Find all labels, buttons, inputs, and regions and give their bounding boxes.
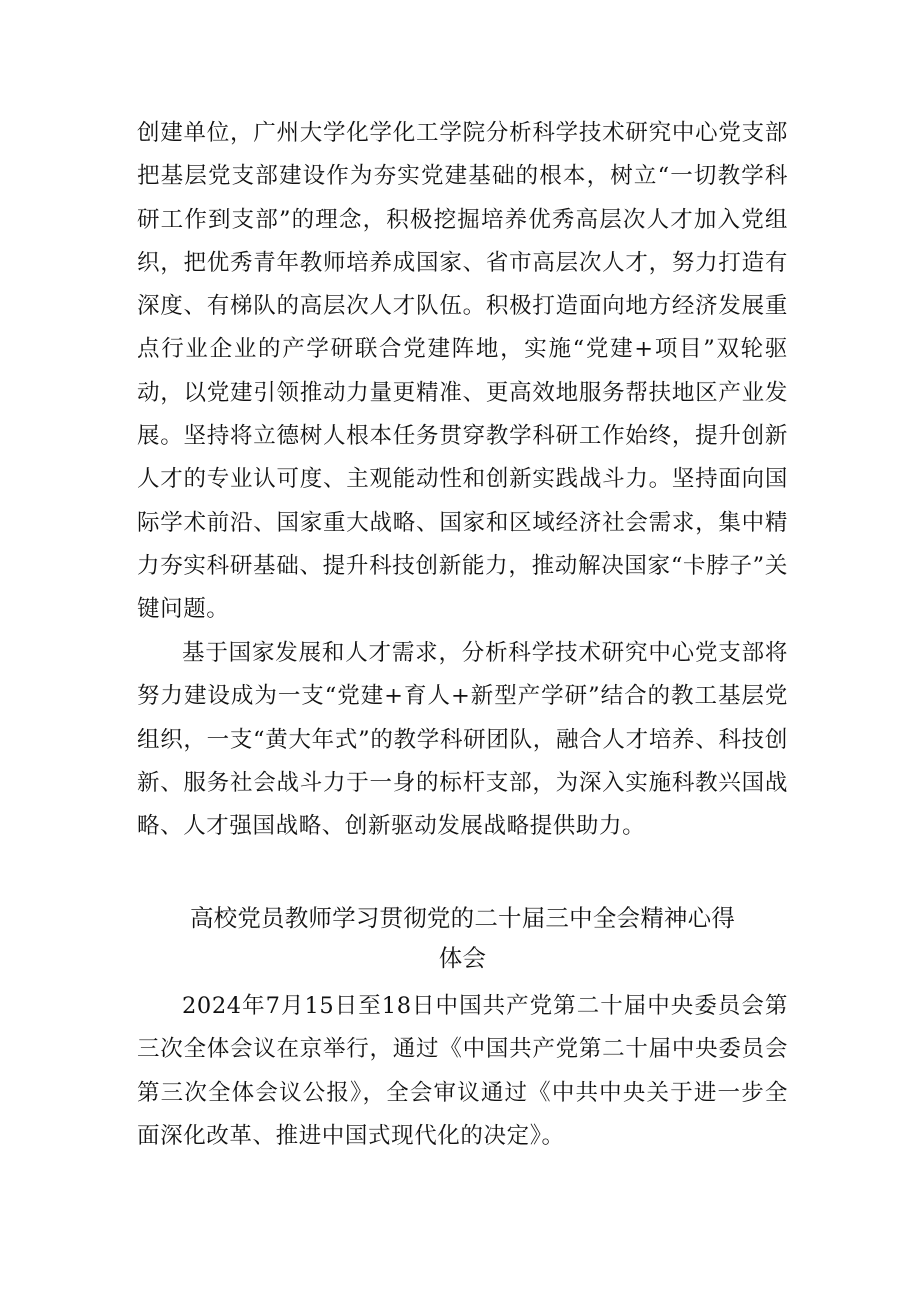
article-heading-line-1: 高校党员教师学习贯彻党的二十届三中全会精神心得: [189, 904, 736, 932]
article-heading-line-2: 体会: [438, 944, 487, 972]
paragraph-party-branch-building: 创建单位，广州大学化学化工学院分析科学技术研究中心党支部把基层党支部建设作为夯实党建基础的根本，树立“一切教学科研工作到支部”的理念，积极挖掘培养优秀高层次人才加入党组织，把优秀青年教师培养成国家、省市高层次人才，努力打造有深度、有梯队的高层次人才队伍。积极打造面向地方经济发展重点行业企业的产学研联合党建阵地，实施“党建+项目”双轮驱动，以党建引领推动力量更精准、更高效地服务帮扶地区产业发展。坚持将立德树人根本任务贯穿教学科研工作始终，提升创新人才的专业认可度、主观能动性和创新实践战斗力。坚持面向国际学术前沿、国家重大战略、国家和区域经济社会需求，集中精力夯实科研基础、提升科技创新能力，推动解决国家“卡脖子”关键问题。: [137, 120, 788, 623]
article-heading: [137, 898, 788, 978]
paragraph-plenary-session: 2024年7月15日至18日中国共产党第二十届中央委员会第三次全体会议在京举行，通过《中国共产党第二十届中央委员会第三次全体会议公报》，全会审议通过《中共中央关于进一步全面深化改革、推进中国式现代化的决定》。: [137, 993, 788, 1149]
paragraph-branch-goals: 基于国家发展和人才需求，分析科学技术研究中心党支部将努力建设成为一支“党建+育人+新型产学研”结合的教工基层党组织，一支“黄大年式”的教学科研团队，融合人才培养、科技创新、服务社会战斗力于一身的标杆支部，为深入实施科教兴国战略、人才强国战略、创新驱动发展战略提供助力。: [137, 640, 788, 840]
